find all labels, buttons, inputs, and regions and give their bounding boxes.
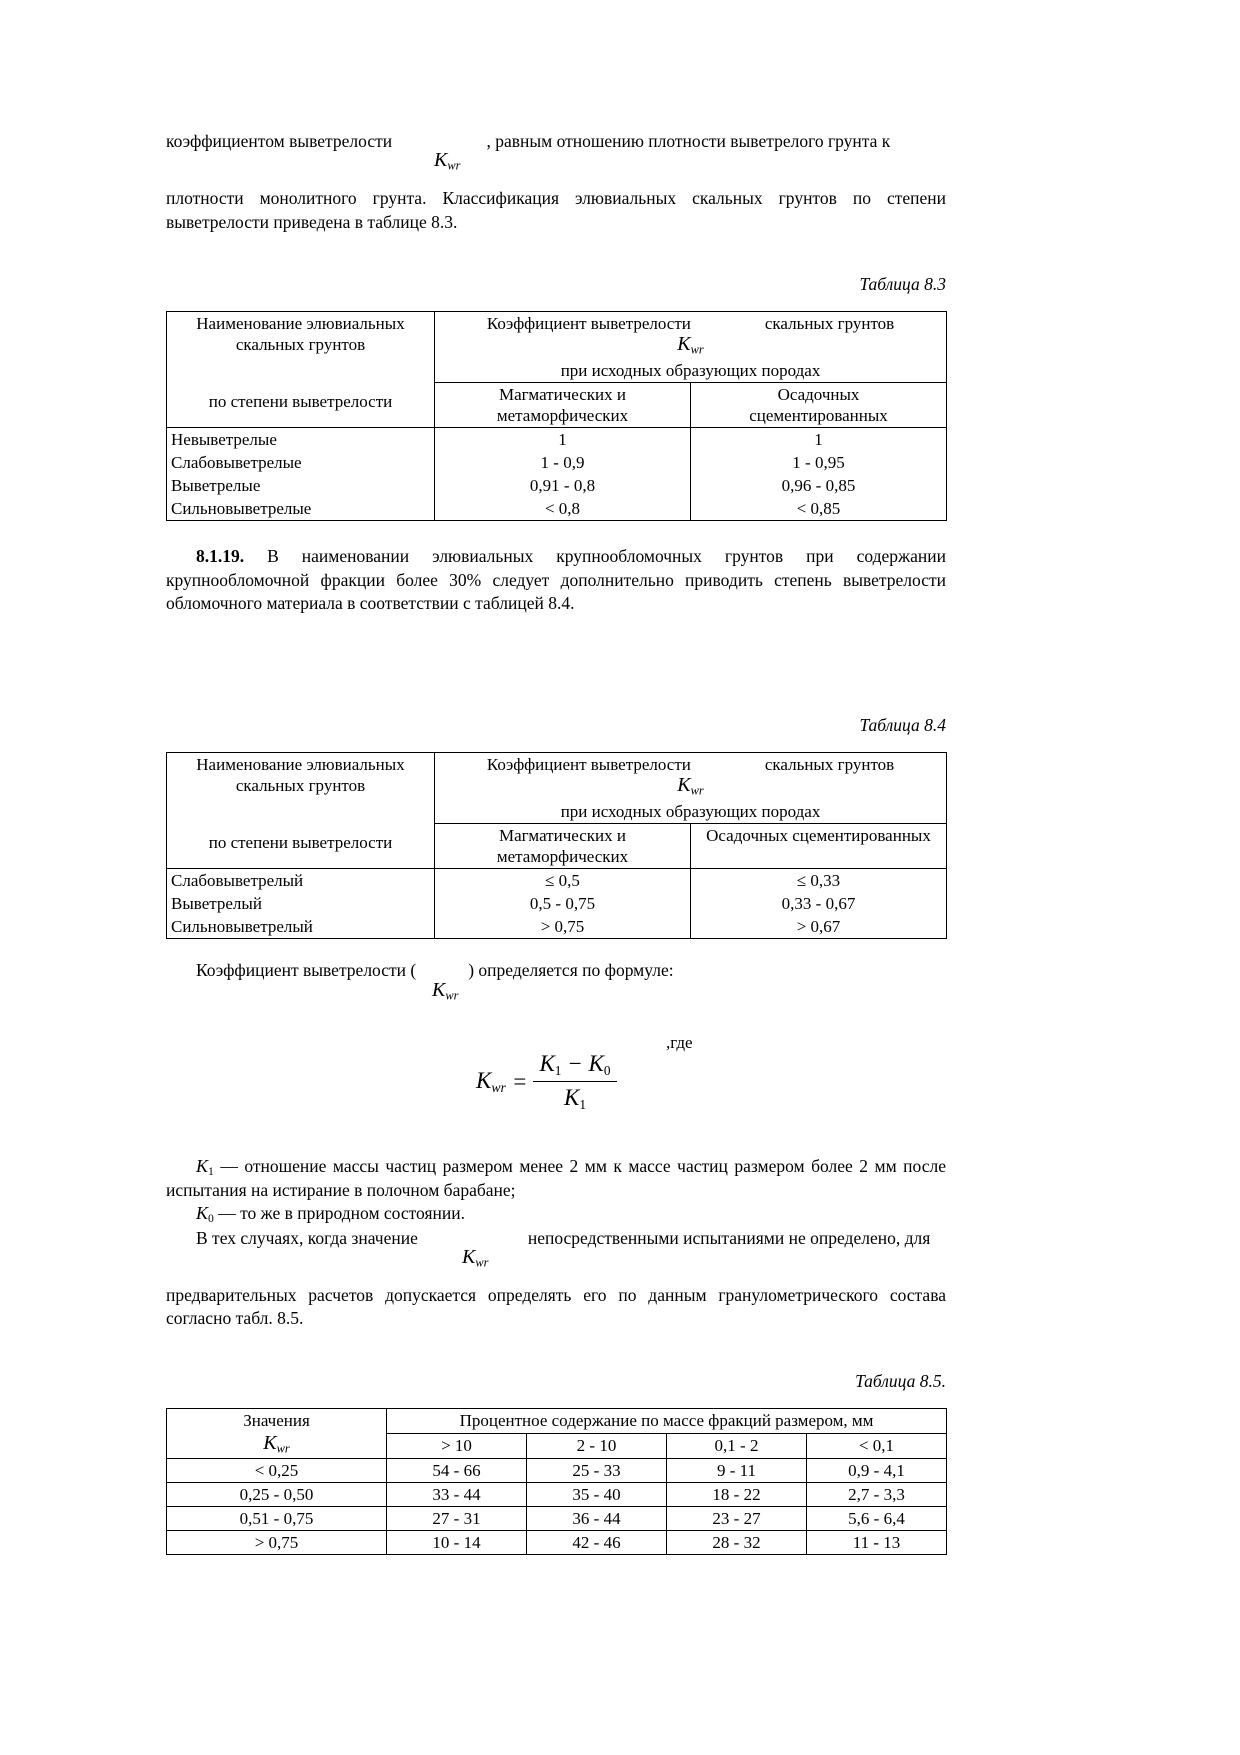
- table-85-col1-header: [167, 1408, 387, 1458]
- table-row: [167, 915, 947, 939]
- table-85-r3-f2: 42 - 46: [527, 1530, 667, 1554]
- table-85-r2-f3: 23 - 27: [667, 1506, 807, 1530]
- table-85-r2-f4: 5,6 - 6,4: [807, 1506, 947, 1530]
- table-85-r1-f1: 33 - 44: [387, 1482, 527, 1506]
- table-85-r3-f1: 10 - 14: [387, 1530, 527, 1554]
- table-83-r2-magmatic: 0,91 - 0,8: [435, 474, 691, 497]
- table-83-r0-sedimentary: 1: [691, 427, 947, 451]
- table-83-col2-line1: Магматических и: [499, 384, 626, 404]
- intro-text-after-symbol: , равным отношению плотности выветрелого грунта к: [486, 131, 891, 151]
- table-83-col3-line2: сцементированных: [749, 405, 888, 425]
- table-85-r1-f2: 35 - 40: [527, 1482, 667, 1506]
- table-83-col1-line2: скальных грунтов: [235, 334, 366, 354]
- table-85-r1-kwr: 0,25 - 0,50: [167, 1482, 387, 1506]
- table-85-r3-f3: 28 - 32: [667, 1530, 807, 1554]
- table-84-r1-sedimentary: 0,33 - 0,67: [691, 892, 947, 915]
- table-85-r0-f1: 54 - 66: [387, 1458, 527, 1482]
- formula-denominator: $K_1$: [563, 1084, 586, 1112]
- formula-equals: =: [511, 1068, 528, 1094]
- table-83-col2-line2: метаморфических: [496, 405, 629, 425]
- table-row: [167, 427, 947, 451]
- table-83-r2-sedimentary: 0,96 - 0,85: [691, 474, 947, 497]
- formula-lead-paragraph: [166, 959, 946, 982]
- table-84-r0-sedimentary: ≤ 0,33: [691, 869, 947, 893]
- intro-text-before-symbol: коэффициентом выветрелости: [166, 131, 393, 151]
- table-85-r2-f1: 27 - 31: [387, 1506, 527, 1530]
- table-85-sub-header-2: 2 - 10: [527, 1433, 667, 1458]
- table-85-r3-f4: 11 - 13: [807, 1530, 947, 1554]
- table-84-coef-title: Коэффициент выветрелости скальных грунтов: [486, 755, 895, 775]
- weathering-coefficient-formula: [476, 1051, 617, 1113]
- intro-paragraph-line1: [166, 130, 946, 153]
- table-85-r3-kwr: > 0,75: [167, 1530, 387, 1554]
- table-85-r1-f3: 18 - 22: [667, 1482, 807, 1506]
- table-84-header-row-1: [167, 753, 947, 824]
- clause-text: В наименовании элювиальных крупнообломочных грунтов при содержании крупнообломочной фракции более 30% следует дополнительно приводить степень выветрелости обломочного материала в соответствии с таблицей 8.4.: [166, 546, 947, 613]
- note-after-symbol: непосредственными испытаниями не определено, для: [527, 1227, 931, 1248]
- table-83-col1-line3: по степени выветрелости: [208, 391, 393, 411]
- table-85-r0-kwr: < 0,25: [167, 1458, 387, 1482]
- table-row: [167, 1530, 947, 1554]
- table-row: [167, 474, 947, 497]
- formula-lead-kwr-mathline: [166, 978, 946, 1017]
- table-85-r2-f2: 36 - 44: [527, 1506, 667, 1530]
- table-84-r1-magmatic: 0,5 - 0,75: [435, 892, 691, 915]
- table-84-col2-line1: Магматических и: [499, 826, 626, 846]
- table-84-col1-line3: по степени выветрелости: [208, 833, 393, 853]
- table-row: [167, 1506, 947, 1530]
- table-84-coef-subtitle: при исходных образующих породах: [560, 801, 821, 821]
- kwr-symbol: $K_{wr}$: [434, 149, 461, 173]
- formula-lhs: $K_{wr}$: [476, 1067, 506, 1095]
- definition-k0-text: — то же в природном состоянии.: [218, 1203, 465, 1224]
- table-84-col1-header: [167, 753, 435, 869]
- table-83-r1-magmatic: 1 - 0,9: [435, 451, 691, 474]
- formula-lead-after: ) определяется по формуле:: [468, 960, 674, 981]
- table-83-col1-header: [167, 311, 435, 427]
- table-83-coef-header: [435, 311, 947, 382]
- table-84-r0-magmatic: ≤ 0,5: [435, 869, 691, 893]
- table-83-col1-line1: Наименование элювиальных: [196, 313, 405, 333]
- note-before-symbol: В тех случаях, когда значение: [196, 1227, 418, 1248]
- table-84-r2-sedimentary: > 0,67: [691, 915, 947, 939]
- clause-number: 8.1.19.: [196, 546, 245, 567]
- table-row: [167, 892, 947, 915]
- intro-kwr-mathline: [166, 149, 946, 187]
- table-84-col2-header: [435, 824, 691, 869]
- table-85-col1-symbol: $K_{wr}$: [263, 1431, 290, 1456]
- table-84-col3-header: [691, 824, 947, 869]
- table-83-r0-magmatic: 1: [435, 427, 691, 451]
- table-83: [166, 311, 947, 521]
- formula-gde-label: ,где: [666, 1032, 693, 1052]
- table-83-r1-sedimentary: 1 - 0,95: [691, 451, 947, 474]
- table-row: [167, 1482, 947, 1506]
- k0-symbol: $K_0$: [196, 1203, 214, 1226]
- formula-numerator: $K_1 - K_0$: [533, 1051, 616, 1082]
- note-paragraph-continuation: предварительных расчетов допускается определять его по данным гранулометрического состава согласно табл. 8.5.: [166, 1285, 946, 1329]
- table-85-r2-kwr: 0,51 - 0,75: [167, 1506, 387, 1530]
- table-85-r0-f3: 9 - 11: [667, 1458, 807, 1482]
- table-85-group-header: Процентное содержание по массе фракций размером, мм: [387, 1408, 947, 1433]
- table-84-coef-symbol: $K_{wr}$: [677, 774, 704, 798]
- table-85-col1-line1: Значения: [243, 1410, 310, 1430]
- kwr-symbol: $K_{wr}$: [432, 978, 459, 1003]
- table-85-sub-header-1: > 10: [387, 1433, 527, 1458]
- note-kwr-mathline: [166, 1246, 946, 1284]
- table-83-col3-line1: Осадочных: [777, 384, 860, 404]
- table-83-r1-name: Слабовыветрелые: [167, 451, 435, 474]
- table-83-r3-name: Сильновыветрелые: [167, 497, 435, 521]
- table-83-caption: Таблица 8.3: [859, 273, 946, 294]
- table-83-header-row-1: [167, 311, 947, 382]
- table-85-r0-f4: 0,9 - 4,1: [807, 1458, 947, 1482]
- table-84-r2-name: Сильновыветрелый: [167, 915, 435, 939]
- table-85-sub-header-3: 0,1 - 2: [667, 1433, 807, 1458]
- note-paragraph-line1: [166, 1227, 946, 1250]
- table-83-col2-header: [435, 382, 691, 427]
- table-row: [167, 1458, 947, 1482]
- table-83-col3-header: [691, 382, 947, 427]
- table-84-caption: Таблица 8.4: [859, 715, 946, 736]
- table-83-r3-sedimentary: < 0,85: [691, 497, 947, 521]
- table-84-col1-line2: скальных грунтов: [235, 776, 366, 796]
- table-85-caption: Таблица 8.5.: [855, 1370, 946, 1391]
- formula-fraction: [533, 1051, 616, 1113]
- table-row: [167, 869, 947, 893]
- formula-block: [166, 1033, 946, 1125]
- k1-symbol: $K_1$: [196, 1155, 214, 1178]
- intro-paragraph-continuation: плотности монолитного грунта. Классификация элювиальных скальных грунтов по степени выветрелости приведена в таблице 8.3.: [166, 188, 946, 232]
- table-row: [167, 497, 947, 521]
- table-83-r3-magmatic: < 0,8: [435, 497, 691, 521]
- formula-lead-before: Коэффициент выветрелости (: [196, 960, 417, 981]
- table-84-col3-line1: Осадочных сцементированных: [706, 826, 931, 846]
- definition-k1-text: — отношение массы частиц размером менее 2 мм к массе частиц размером более 2 мм после испытания на истирание в полочном барабане;: [166, 1155, 946, 1201]
- table-83-coef-subtitle: при исходных образующих породах: [560, 360, 821, 380]
- table-83-coef-title: Коэффициент выветрелости скальных грунтов: [486, 313, 895, 333]
- table-85-sub-header-4: < 0,1: [807, 1433, 947, 1458]
- page-content: [166, 130, 946, 1555]
- table-85: [166, 1408, 947, 1555]
- clause-8-1-19: [166, 545, 946, 615]
- table-84-r1-name: Выветрелый: [167, 892, 435, 915]
- table-84-col1-line1: Наименование элювиальных: [196, 755, 405, 775]
- table-85-r1-f4: 2,7 - 3,3: [807, 1482, 947, 1506]
- table-83-coef-symbol: $K_{wr}$: [677, 332, 704, 357]
- definition-k0: [166, 1202, 946, 1226]
- table-85-r0-f2: 25 - 33: [527, 1458, 667, 1482]
- table-83-r2-name: Выветрелые: [167, 474, 435, 497]
- table-row: [167, 451, 947, 474]
- table-84-r0-name: Слабовыветрелый: [167, 869, 435, 893]
- table-85-header-row-1: [167, 1408, 947, 1433]
- table-84-r2-magmatic: > 0,75: [435, 915, 691, 939]
- table-84-coef-header: [435, 753, 947, 824]
- definition-k1: [166, 1155, 946, 1203]
- table-83-r0-name: Невыветрелые: [167, 427, 435, 451]
- kwr-symbol: $K_{wr}$: [462, 1246, 489, 1270]
- table-84: [166, 752, 947, 939]
- table-84-col2-line2: метаморфических: [496, 847, 629, 867]
